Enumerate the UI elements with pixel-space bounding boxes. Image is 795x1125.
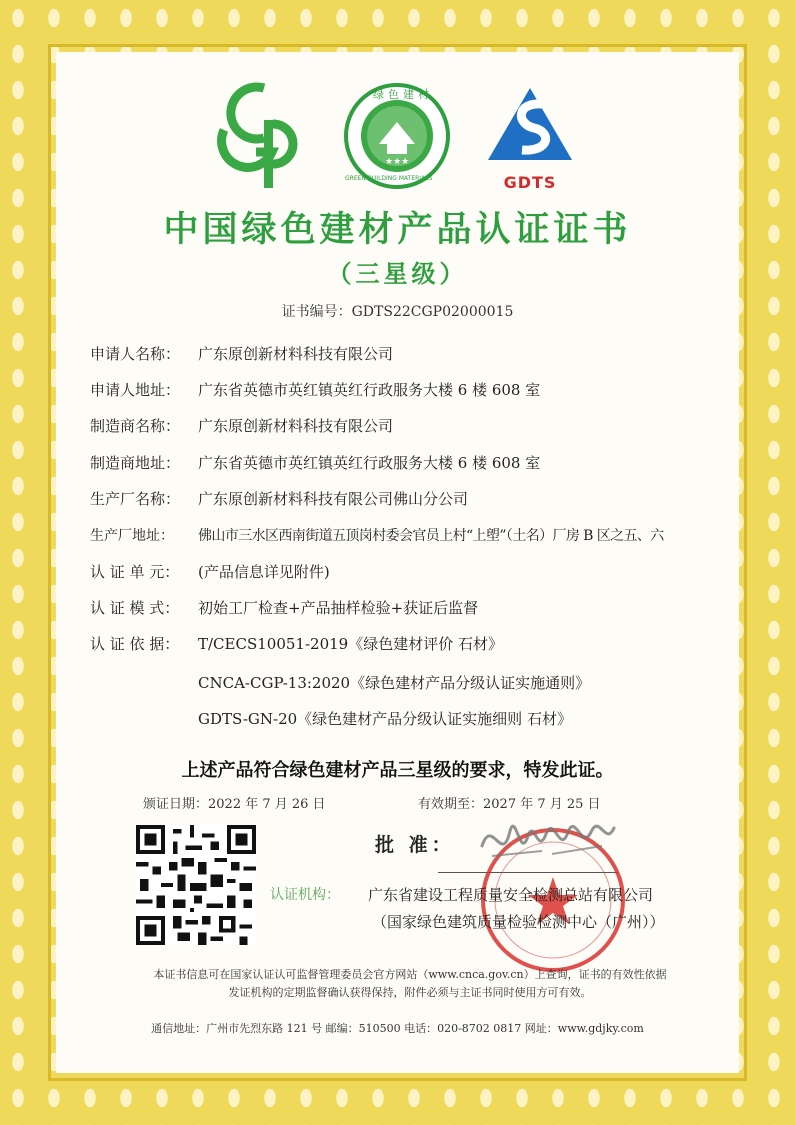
gdts-logo-icon — [480, 80, 580, 188]
gdts-logo-text: GDTS — [503, 173, 557, 192]
valid-until-date: 有效期至：2027 年 7 月 25 日 — [418, 797, 601, 812]
issue-date: 颁证日期：2022 年 7 月 26 日 — [143, 797, 326, 812]
svg-text:★★★: ★★★ — [385, 157, 410, 167]
certification-body-subname: （国家绿色建筑质量检验检测中心（广州）） — [372, 913, 665, 931]
contact-address: 通信地址：广州市先烈东路 121 号 邮编：510500 电话：020-8702 0817 网址：www.gdjky.com — [151, 1022, 644, 1035]
basis-extra-2: GDTS-GN-20《绿色建材产品分级认证实施细则 石材》 — [198, 710, 572, 728]
field-factory-name: 生产厂名称： 广东原创新材料科技有限公司佛山分公司 — [90, 490, 469, 508]
field-manufacturer-name: 制造商名称： 广东原创新材料科技有限公司 — [90, 417, 394, 435]
certification-body-name: 广东省建设工程质量安全检测总站有限公司 — [368, 886, 654, 904]
certificate-title: 中国绿色建材产品认证证书 — [163, 209, 632, 250]
certificate-subtitle: （三星级） — [327, 259, 468, 288]
certificate-number: 证书编号：GDTS22CGP02000015 — [281, 304, 514, 320]
logo-row — [0, 80, 795, 200]
conformity-statement: 上述产品符合绿色建材产品三星级的要求，特发此证。 — [181, 760, 614, 781]
field-factory-address: 生产厂地址： 佛山市三水区西南街道五顶岗村委会官员上村“上塱”（土名）厂房 B 区之五、六 — [90, 528, 664, 544]
green-building-seal-bottom-text: GREEN BUILDING MATERIALS — [345, 175, 433, 182]
verification-notice: 本证书信息可在国家认证认可监督管理委员会官方网站（www.cnca.gov.cn）上查询，证书的有效性依据发证机构的定期监督确认获得保持，附件必须与主证书同时使用方可有效。 — [153, 968, 667, 999]
basis-extra-1: CNCA-CGP-13:2020《绿色建材产品分级认证实施通则》 — [198, 674, 591, 692]
field-applicant-name: 申请人名称： 广东原创新材料科技有限公司 — [90, 345, 394, 363]
field-certification-basis: 认 证 依 据： T/CECS10051-2019《绿色建材评价 石材》 — [90, 635, 503, 653]
qr-code-icon — [136, 825, 256, 945]
field-certification-mode: 认 证 模 式： 初始工厂检查+产品抽样检验+获证后监督 — [90, 599, 479, 617]
approval-label: 批 准： — [375, 834, 455, 856]
gp-logo-icon — [212, 80, 312, 190]
handwritten-signature-icon — [472, 806, 622, 876]
field-manufacturer-address: 制造商地址： 广东省英德市英红镇英红行政服务大楼 6 楼 608 室 — [90, 454, 541, 472]
field-certification-unit: 认 证 单 元： (产品信息详见附件) — [90, 563, 330, 581]
green-building-seal-top-text: 绿色建材 — [373, 88, 433, 101]
certification-body-label: 认证机构： — [270, 887, 340, 903]
field-applicant-address: 申请人地址： 广东省英德市英红镇英红行政服务大楼 6 楼 608 室 — [90, 381, 541, 399]
